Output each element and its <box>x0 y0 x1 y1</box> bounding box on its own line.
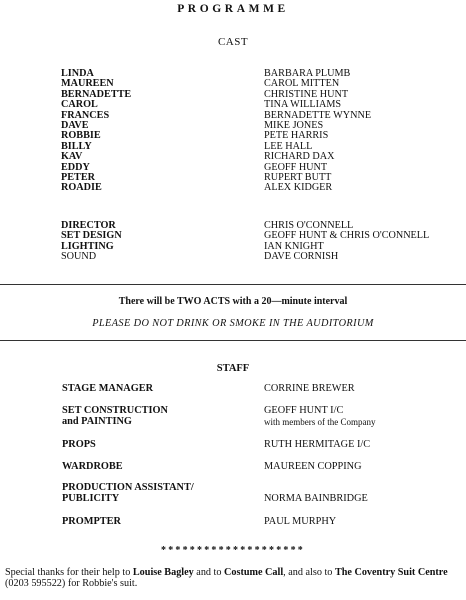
staff-role-line: SET CONSTRUCTION <box>62 405 168 416</box>
no-smoking-notice: PLEASE DO NOT DRINK OR SMOKE IN THE AUDITORIUM <box>92 318 374 329</box>
cast-role: LINDA <box>61 68 94 79</box>
divider-line <box>0 340 466 341</box>
staff-heading: STAFF <box>216 363 250 374</box>
divider-line <box>0 284 466 285</box>
staff-role: PROMPTER <box>62 516 121 527</box>
cast-actor: PETE HARRIS <box>264 130 329 142</box>
cast-role: ROBBIE <box>61 130 101 142</box>
staff-name-line: GEOFF HUNT I/C <box>264 405 344 416</box>
star-divider: ******************** <box>161 545 305 556</box>
cast-actor: RICHARD DAX <box>264 151 335 163</box>
cast-heading: CAST <box>217 36 249 48</box>
cast-actor: BERNADETTE WYNNE <box>264 109 372 121</box>
crew-role: SET DESIGN <box>61 230 122 242</box>
staff-name-line: with members of the Company <box>264 416 376 427</box>
staff-role-line: and PAINTING <box>62 415 132 427</box>
cast-actor: LEE HALL <box>264 140 313 152</box>
crew-name: CHRIS O'CONNELL <box>264 220 354 231</box>
crew-roles <box>61 221 122 263</box>
crew-name: DAVE CORNISH <box>264 251 339 263</box>
crew-name: IAN KNIGHT <box>264 240 324 252</box>
cast-actor: BARBARA PLUMB <box>264 68 351 79</box>
staff-role: WARDROBE <box>62 461 123 472</box>
cast-actors <box>264 69 371 194</box>
thanks-name: Costume Call <box>224 567 284 578</box>
cast-actor: MIKE JONES <box>264 120 324 132</box>
staff-role-line: PRODUCTION ASSISTANT/ <box>62 482 194 493</box>
cast-role: BILLY <box>61 140 92 152</box>
cast-actor: CHRISTINE HUNT <box>264 88 349 100</box>
cast-actor: RUPERT BUTT <box>264 172 332 184</box>
staff-name: MAUREEN COPPING <box>264 461 362 472</box>
cast-role: ROADIE <box>61 182 102 194</box>
cast-actor: CAROL MITTEN <box>264 78 340 90</box>
thanks-text: and to <box>193 567 225 578</box>
cast-role: MAUREEN <box>61 78 114 90</box>
thanks-name: The Coventry Suit Centre <box>334 567 448 578</box>
staff-name: RUTH HERMITAGE I/C <box>264 439 371 450</box>
crew-name: GEOFF HUNT & CHRIS O'CONNELL <box>264 230 430 242</box>
cast-role: CAROL <box>61 99 98 111</box>
crew-names <box>264 221 429 263</box>
cast-role: EDDY <box>61 161 90 173</box>
thanks-text: , and also to <box>283 567 335 578</box>
programme-title: PROGRAMME <box>177 3 289 15</box>
crew-role: LIGHTING <box>61 240 114 252</box>
cast-role: PETER <box>61 172 95 184</box>
staff-name: PAUL MURPHY <box>264 516 337 527</box>
thanks-name: Louise Bagley <box>132 567 194 578</box>
staff-role-line: PUBLICITY <box>62 492 120 504</box>
thanks-paragraph <box>5 567 463 589</box>
staff-role <box>62 483 194 504</box>
cast-role: KAV <box>61 151 83 163</box>
crew-role: SOUND <box>61 251 97 263</box>
cast-actor: ALEX KIDGER <box>264 182 333 194</box>
cast-role: BERNADETTE <box>61 88 132 100</box>
thanks-text: (0203 595522) for Robbie's suit. <box>5 578 138 589</box>
staff-role: STAGE MANAGER <box>62 383 154 394</box>
cast-actor: TINA WILLIAMS <box>264 99 342 111</box>
cast-roles <box>61 69 131 194</box>
acts-notice: There will be TWO ACTS with a 20—minute interval <box>118 296 348 307</box>
cast-role: FRANCES <box>61 109 110 121</box>
staff-name: NORMA BAINBRIDGE <box>264 493 368 504</box>
crew-role: DIRECTOR <box>61 220 116 231</box>
staff-name <box>264 406 375 427</box>
cast-actor: GEOFF HUNT <box>264 161 328 173</box>
cast-role: DAVE <box>61 120 89 132</box>
staff-role: PROPS <box>62 439 96 450</box>
staff-role <box>62 406 168 427</box>
staff-name: CORRINE BREWER <box>264 383 355 394</box>
thanks-text: Special thanks for their help to <box>5 567 133 578</box>
